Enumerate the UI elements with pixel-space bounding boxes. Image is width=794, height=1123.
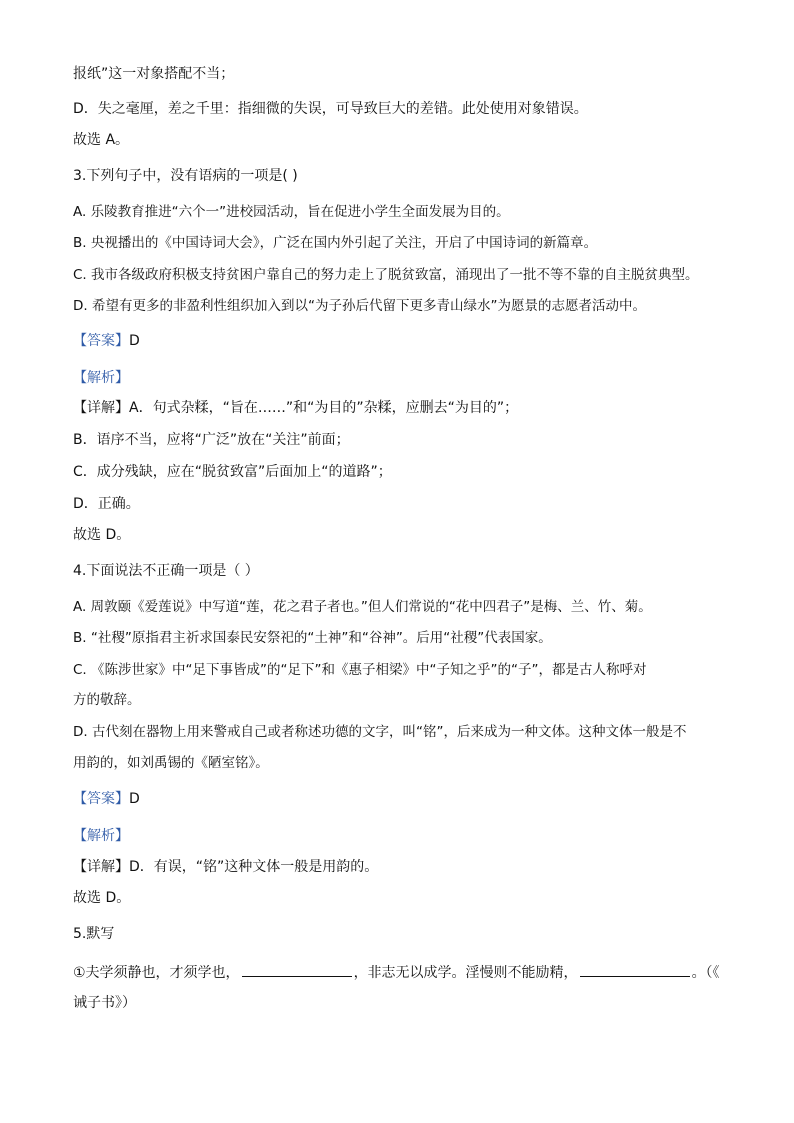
q5-line1 [73, 962, 723, 983]
q3-detail-d: D．正确。 [73, 496, 140, 512]
q3-option-d: D. 希望有更多的非盈利性组织加入到以“为子孙后代留下更多青山绿水”为愿景的志愿者活动中。 [73, 298, 646, 314]
q2-tail-line: 报纸”这一对象搭配不当； [73, 66, 235, 82]
q3-detail-b: B．语序不当，应将“广泛”放在“关注”前面； [73, 432, 350, 448]
q3-option-c: C. 我市各级政府积极支持贫困户靠自己的努力走上了脱贫致富，涌现出了一批不等不靠的自主脱贫典型。 [73, 267, 699, 283]
q3-choose: 故选 D。 [73, 527, 131, 543]
answer-value: D [129, 791, 140, 807]
q3-detail-c: C．成分残缺，应在“脱贫致富”后面加上“的道路”； [73, 464, 392, 480]
q4-detail: 【详解】D．有误，“铭”这种文体一般是用韵的。 [73, 859, 379, 875]
q3-stem: 3.下列句子中，没有语病的一项是( ) [73, 168, 298, 184]
fill-blank-2[interactable] [580, 962, 690, 977]
q5-text-c: 。（《 [691, 965, 720, 981]
q5-stem: 5.默写 [73, 926, 115, 942]
q4-option-b: B. “社稷”原指君主祈求国泰民安祭祀的“土神”和“谷神”。后用“社稷”代表国家。 [73, 630, 552, 646]
q3-analysis-tag: 【解析】 [73, 370, 129, 386]
q4-choose: 故选 D。 [73, 890, 131, 906]
answer-tag: 【答案】 [73, 333, 129, 349]
q4-stem: 4.下面说法不正确一项是（ ） [73, 563, 259, 579]
q5-text-b: ，非志无以成学。淫慢则不能励精， [353, 965, 578, 981]
answer-value: D [129, 333, 140, 349]
q2-choose: 故选 A。 [73, 132, 130, 148]
q4-option-c: C. 《陈涉世家》中“足下事皆成”的“足下”和《惠子相梁》中“子知之乎”的“子”，都是古人称呼对 [73, 662, 647, 678]
q3-answer [73, 331, 723, 351]
q4-option-c-cont: 方的敬辞。 [73, 692, 141, 708]
q3-option-b: B. 央视播出的《中国诗词大会》，广泛在国内外引起了关注，开启了中国诗词的新篇章。 [73, 235, 598, 251]
q5-text-a: ①夫学须静也，才须学也， [73, 965, 240, 981]
q4-option-a: A. 周敦颐《爱莲说》中写道“莲，花之君子者也。”但人们常说的“花中四君子”是梅、兰、竹、菊。 [73, 599, 652, 615]
q4-option-d: D. 古代刻在器物上用来警戒自己或者称述功德的文字，叫“铭”，后来成为一种文体。这种文体一般是不 [73, 724, 687, 740]
q5-line2: 诫子书》） [73, 995, 136, 1011]
q3-option-a: A. 乐陵教育推进“六个一”进校园活动，旨在促进小学生全面发展为目的。 [73, 204, 510, 220]
fill-blank-1[interactable] [242, 962, 352, 977]
q3-detail-a: 【详解】A．句式杂糅，“旨在……”和“为目的”杂糅，应删去“为目的”； [73, 400, 519, 416]
q4-analysis-tag: 【解析】 [73, 828, 129, 844]
q4-answer [73, 789, 723, 809]
answer-tag: 【答案】 [73, 791, 129, 807]
q4-option-d-cont: 用韵的，如刘禹锡的《陋室铭》。 [73, 755, 269, 771]
q2-option-d: D．失之毫厘，差之千里：指细微的失误，可导致巨大的差错。此处使用对象错误。 [73, 101, 588, 117]
